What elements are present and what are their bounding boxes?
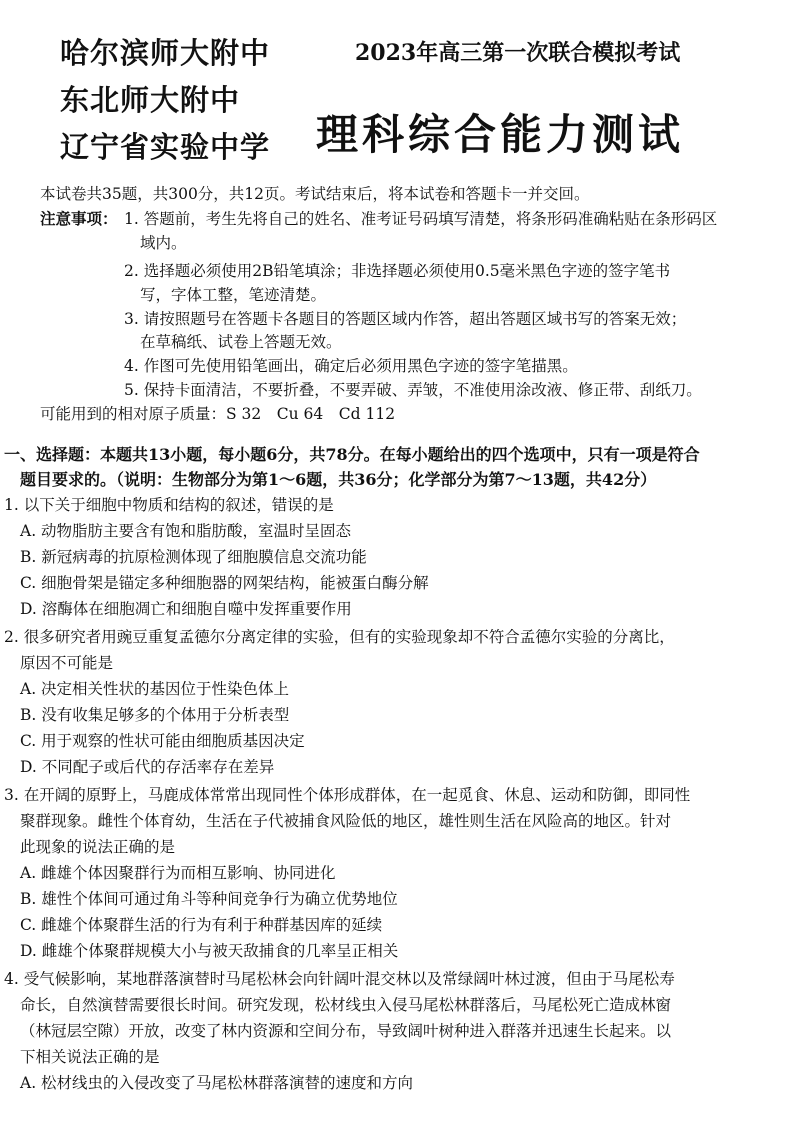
school-name-3: 辽宁省实验中学 <box>60 130 271 164</box>
section-heading: 题目要求的。（说明：生物部分为第1～6题，共36分；化学部分为第7～13题，共42分） <box>20 470 657 489</box>
note-line: 在草稿纸、试卷上答题无效。 <box>140 333 342 351</box>
option-c: C. 雌雄个体聚群生活的行为有利于种群基因库的延续 <box>20 916 383 934</box>
subject-title: 理科综合能力测试 <box>316 110 685 159</box>
note-line: 写，字体工整，笔迹清楚。 <box>140 286 327 304</box>
option-d: D. 雌雄个体聚群规模大小与被天敌捕食的几率呈正相关 <box>20 942 399 960</box>
notes-label: 注意事项： <box>40 209 118 228</box>
question-stem: 聚群现象。雌性个体育幼，生活在子代被捕食风险低的地区，雄性则生活在风险高的地区。针对 <box>20 812 672 830</box>
question-stem: （林冠层空隙）开放，改变了林内资源和空间分布，导致阔叶树种进入群落并迅速生长起来。以 <box>20 1022 672 1040</box>
option-a: A. 松材线虫的入侵改变了马尾松林群落演替的速度和方向 <box>20 1074 414 1092</box>
option-a: A. 动物脂肪主要含有饱和脂肪酸，室温时呈固态 <box>20 522 352 540</box>
question-stem: 3. 在开阔的原野上，马鹿成体常常出现同性个体形成群体，在一起觅食、休息、运动和防御，即同性 <box>4 786 691 804</box>
question-stem: 1. 以下关于细胞中物质和结构的叙述，错误的是 <box>4 496 334 514</box>
question-stem: 下相关说法正确的是 <box>20 1048 160 1066</box>
school-name-1: 哈尔滨师大附中 <box>60 36 271 70</box>
option-b: B. 雄性个体间可通过角斗等种间竞争行为确立优势地位 <box>20 890 398 908</box>
note-line: 2. 选择题必须使用2B铅笔填涂；非选择题必须使用0.5毫米黑色字迹的签字笔书 <box>124 262 671 280</box>
option-d: D. 溶酶体在细胞凋亡和细胞自噬中发挥重要作用 <box>20 600 352 618</box>
option-d: D. 不同配子或后代的存活率存在差异 <box>20 758 275 776</box>
option-a: A. 决定相关性状的基因位于性染色体上 <box>20 680 290 698</box>
exam-title: 2023年高三第一次联合模拟考试 <box>355 40 681 66</box>
school-names <box>60 30 270 171</box>
note-line: 1. 答题前，考生先将自己的姓名、准考证号码填写清楚，将条形码准确粘贴在条形码区 <box>124 210 718 228</box>
note-line: 3. 请按照题号在答题卡各题目的答题区域内作答，超出答题区域书写的答案无效； <box>124 310 687 328</box>
exam-summary: 本试卷共35题，共300分，共12页。考试结束后，将本试卷和答题卡一并交回。 <box>40 185 590 203</box>
question-stem: 原因不可能是 <box>20 654 114 672</box>
note-line: 5. 保持卡面清洁，不要折叠，不要弄破、弄皱，不准使用涂改液、修正带、刮纸刀。 <box>124 381 702 399</box>
note-line: 4. 作图可先使用铅笔画出，确定后必须用黑色字迹的签字笔描黑。 <box>124 357 578 375</box>
section-heading: 一、选择题：本题共13小题，每小题6分，共78分。在每小题给出的四个选项中，只有一项是符合 <box>4 445 700 464</box>
option-c: C. 细胞骨架是锚定多种细胞器的网架结构，能被蛋白酶分解 <box>20 574 429 592</box>
option-c: C. 用于观察的性状可能由细胞质基因决定 <box>20 732 305 750</box>
note-line: 域内。 <box>140 234 187 252</box>
question-stem: 此现象的说法正确的是 <box>20 838 176 856</box>
option-b: B. 没有收集足够多的个体用于分析表型 <box>20 706 290 724</box>
option-b: B. 新冠病毒的抗原检测体现了细胞膜信息交流功能 <box>20 548 367 566</box>
question-stem: 4. 受气候影响，某地群落演替时马尾松林会向针阔叶混交林以及常绿阔叶林过渡，但由于马尾松寿 <box>4 970 675 988</box>
atomic-masses: 可能用到的相对原子质量：S 32 Cu 64 Cd 112 <box>40 405 396 423</box>
question-stem: 2. 很多研究者用豌豆重复孟德尔分离定律的实验，但有的实验现象却不符合孟德尔实验的分离比， <box>4 628 675 646</box>
option-a: A. 雌雄个体因聚群行为而相互影响、协同进化 <box>20 864 336 882</box>
question-stem: 命长，自然演替需要很长时间。研究发现，松材线虫入侵马尾松林群落后，马尾松死亡造成林窗 <box>20 996 672 1014</box>
school-name-2: 东北师大附中 <box>60 83 241 117</box>
